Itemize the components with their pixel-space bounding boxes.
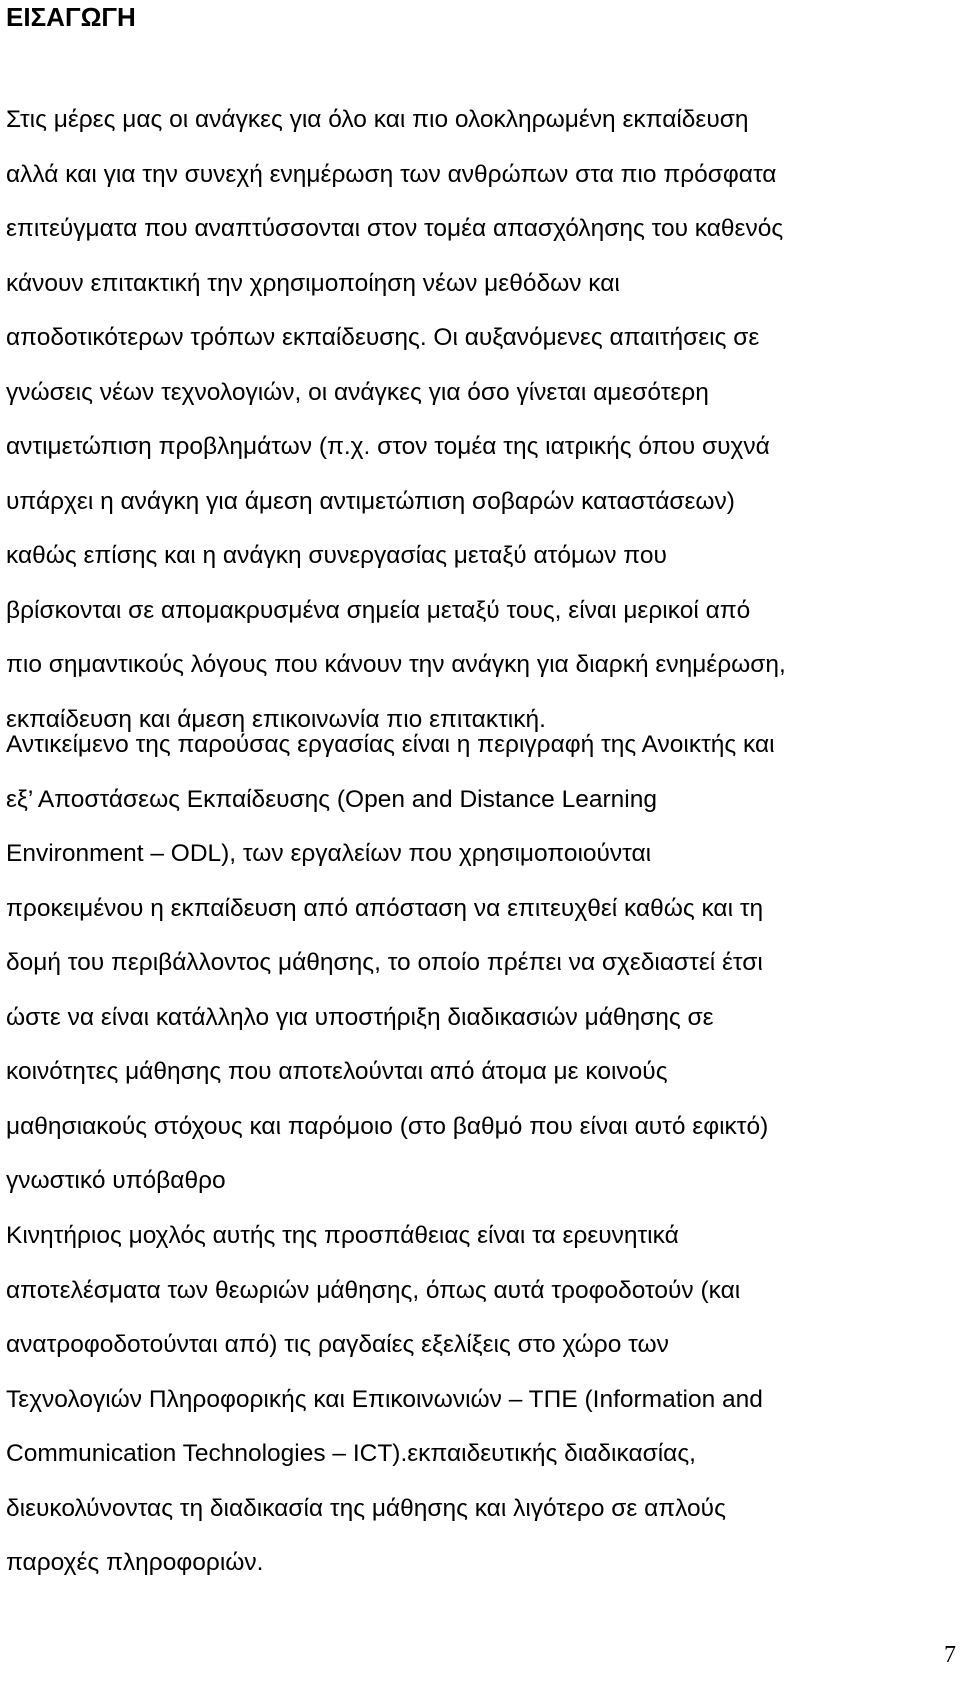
section-heading: ΕΙΣΑΓΩΓΗ: [6, 2, 136, 32]
paragraph-line: ώστε να είναι κατάλληλο για υποστήριξη διαδικασιών μάθησης σε: [6, 1003, 714, 1031]
paragraph-line: πιο σημαντικούς λόγους που κάνουν την ανάγκη για διαρκή ενημέρωση,: [6, 651, 786, 678]
paragraph-line: Communication Technologies – ICT).εκπαιδευτικής διαδικασίας,: [6, 1440, 696, 1467]
page-number: 7: [944, 1642, 956, 1668]
paragraph-line: προκειμένου η εκπαίδευση από απόσταση να επιτευχθεί καθώς και τη: [6, 894, 764, 922]
paragraph-line: αλλά και για την συνεχή ενημέρωση των ανθρώπων στα πιο πρόσφατα: [6, 160, 777, 188]
paragraph-motivation: [6, 1209, 763, 1591]
paragraph-line: γνώσεις νέων τεχνολογιών, οι ανάγκες για όσο γίνεται αμεσότερη: [6, 378, 709, 406]
paragraph-line: γνωστικό υπόβαθρο: [6, 1167, 226, 1194]
paragraph-introduction: [6, 93, 786, 747]
paragraph-line: κοινότητες μάθησης που αποτελούνται από άτομα με κοινούς: [6, 1058, 668, 1085]
paragraph-line: μαθησιακούς στόχους και παρόμοιο (στο βαθμό που είναι αυτό εφικτό): [6, 1112, 769, 1140]
paragraph-line: Environment – ODL), των εργαλείων που χρησιμοποιούνται: [6, 840, 652, 867]
paragraph-line: εκπαίδευση και άμεση επικοινωνία πιο επιτακτική.: [6, 705, 546, 733]
paragraph-line: κάνουν επιτακτική την χρησιμοποίηση νέων μεθόδων και: [6, 269, 620, 297]
paragraph-line: αποτελέσματα των θεωριών μάθησης, όπως αυτά τροφοδοτούν (και: [6, 1276, 741, 1304]
paragraph-line: δομή του περιβάλλοντος μάθησης, το οποίο πρέπει να σχεδιαστεί έτσι: [6, 949, 763, 976]
paragraph-line: αποδοτικότερων τρόπων εκπαίδευσης. Οι αυξανόμενες απαιτήσεις σε: [6, 324, 760, 351]
paragraph-line: Αντικείμενο της παρούσας εργασίας είναι η περιγραφή της Ανοικτής και: [6, 731, 775, 758]
paragraph-line: καθώς επίσης και η ανάγκη συνεργασίας μεταξύ ατόμων που: [6, 542, 667, 569]
paragraph-line: διευκολύνοντας τη διαδικασία της μάθησης και λιγότερο σε απλούς: [6, 1494, 726, 1522]
paragraph-line: ανατροφοδοτούνται από) τις ραγδαίες εξελίξεις στο χώρο των: [6, 1331, 669, 1358]
paragraph-line: εξ’ Αποστάσεως Εκπαίδευσης (Open and Distance Learning: [6, 785, 657, 813]
paragraph-line: επιτεύγματα που αναπτύσσονται στον τομέα απασχόλησης του καθενός: [6, 215, 784, 242]
paragraph-objective: [6, 718, 775, 1209]
paragraph-line: υπάρχει η ανάγκη για άμεση αντιμετώπιση σοβαρών καταστάσεων): [6, 487, 735, 515]
paragraph-line: Τεχνολογιών Πληροφορικής και Επικοινωνιών – ΤΠΕ (Information and: [6, 1385, 763, 1413]
paragraph-line: Κινητήριος μοχλός αυτής της προσπάθειας είναι τα ερευνητικά: [6, 1222, 679, 1249]
paragraph-line: Στις μέρες μας οι ανάγκες για όλο και πιο ολοκληρωμένη εκπαίδευση: [6, 106, 749, 133]
paragraph-line: βρίσκονται σε απομακρυσμένα σημεία μεταξύ τους, είναι μερικοί από: [6, 596, 751, 624]
paragraph-line: παροχές πληροφοριών.: [6, 1549, 264, 1576]
paragraph-line: αντιμετώπιση προβλημάτων (π.χ. στον τομέα της ιατρικής όπου συχνά: [6, 433, 770, 460]
